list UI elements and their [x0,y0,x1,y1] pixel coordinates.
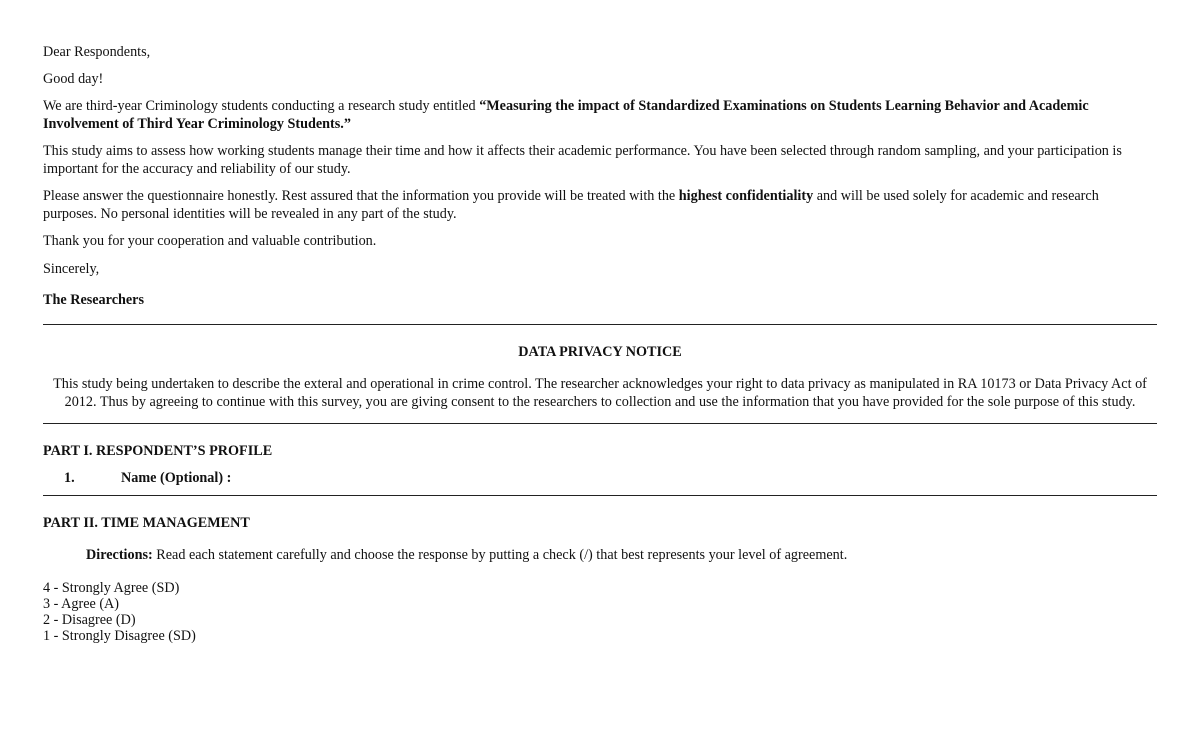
scale-item-1: 1 - Strongly Disagree (SD) [43,628,196,644]
thanks-line: Thank you for your cooperation and valuable contribution. [43,233,377,249]
part2-heading: PART II. TIME MANAGEMENT [43,515,250,531]
profile-item-number: 1. [64,470,75,486]
closing-line: Sincerely, [43,261,100,277]
intro-text: We are third-year Criminology students conducting a research study entitled [43,98,480,114]
part1-heading: PART I. RESPONDENT’S PROFILE [43,443,273,459]
signature: The Researchers [43,292,144,308]
salutation: Dear Respondents, [43,44,151,60]
privacy-heading: DATA PRIVACY NOTICE [518,344,682,360]
directions-paragraph [86,546,1156,564]
scale-item-4: 4 - Strongly Agree (SD) [43,580,180,596]
name-field-label: Name (Optional) : [121,470,232,486]
confidentiality-emphasis: highest confidentiality [678,188,814,204]
aim-paragraph: This study aims to assess how working students manage their time and how it affects their academic performance. You have been selected through random sampling, and your participation is important for the accuracy and reliability of our study. [43,143,1122,177]
instructions-suffix: and will be used solely for academic and research purposes. No personal identities will be revealed in any part of the study. [43,188,1099,222]
study-title: “Measuring the impact of Standardized Examinations on Students Learning Behavior and Academic Involvement of Third Year Criminology Students.” [43,98,1089,132]
divider-bottom [43,495,1157,496]
intro-paragraph [43,97,1157,133]
scale-item-3: 3 - Agree (A) [43,596,120,612]
divider-middle [43,423,1157,424]
instructions-text: Please answer the questionnaire honestly. Rest assured that the information you provide will be treated with the [43,188,679,204]
directions-text: Read each statement carefully and choose the response by putting a check (/) that best represents your level of agreement. [152,547,848,563]
divider-top [43,324,1157,325]
privacy-body: This study being undertaken to describe the exteral and operational in crime control. The researcher acknowledges your right to data privacy as manipulated in RA 10173 or Data Privacy Act of 2012. Thus by agreeing to continue with this survey, you are giving consent to the researchers to collection and use the information that you have provided for the sole purpose of this study. [53,376,1147,410]
scale-item-2: 2 - Disagree (D) [43,612,136,628]
instructions-paragraph [43,187,1133,223]
directions-label: Directions: [86,547,153,563]
greeting: Good day! [43,71,104,87]
